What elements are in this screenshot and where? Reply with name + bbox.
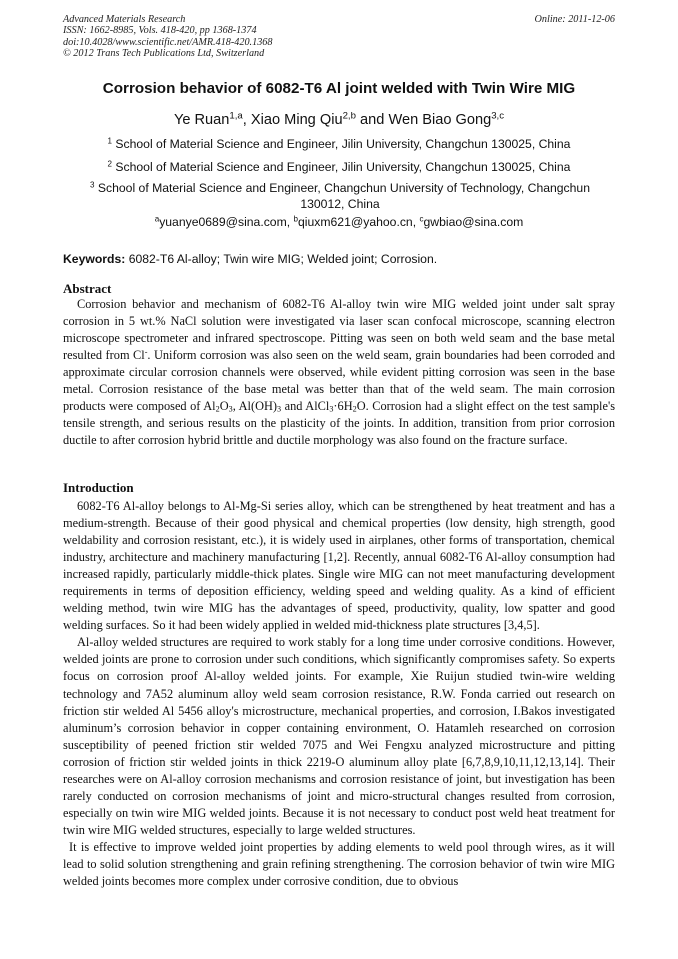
author-list <box>40 112 638 128</box>
affiliation-text: School of Material Science and Engineer, Jilin University, Changchun 130025, China <box>115 160 571 174</box>
abstract-text: O. Corrosion had a slight effect on the test sample's tensile strength, and serious results on the plasticity of the joints. In addition, transition from prior corrosion ductile to after corrosion hybrid brittle and ductile morphology was also found on the fracture surface. <box>63 399 615 448</box>
email-mark: a <box>154 214 160 224</box>
introduction-paragraph: Al-alloy welded structures are required to work stably for a long time under corrosive conditions. However, welded joints are prone to corrosion under such conditions, which significantly compromises safety. So experts focus on corrosion proof Al-alloy welded joints. For example, Xie Ruijun studied twin-wire welding technology and 7A52 aluminum alloy weld seam corrosion resistance, R.W. Fonda carried out research on friction stir welded Al 5456 alloy's microstructure, mechanical properties, and corrosion, I.Bakos investigated aluminum’s corrosion behavior in copper containing environment, O. Hatamleh researched on corrosion susceptibility of peened friction stir welded 7075 and Wei Fengxu analyzed microstructure and pitting corrosion of friction stir welded joints in thick 2219-O aluminum alloy plate [6,7,8,9,10,11,12,13,14]. Their researches were on Al-alloy corrosion mechanisms and corrosion resistance of joint, but investigation has been rarely conducted on corrosion mechanisms of joint and micro-structural changes resulted from corrosion, especially on twin wire MIG welded joints. Because it is not necessary to conduct post weld heat treatment for twin wire MIG welded structures, especially to large welded structures. <box>63 635 615 837</box>
author-name: Xiao Ming Qiu <box>250 112 343 128</box>
paper-title: Corrosion behavior of 6082-T6 Al joint welded with Twin Wire MIG <box>102 80 576 97</box>
author-separator: , <box>242 112 251 128</box>
author-affiliation-mark: 3,c <box>491 110 505 122</box>
keywords-line <box>63 252 623 266</box>
author-affiliation-mark: 1,a <box>229 110 243 122</box>
abstract-heading: Abstract <box>63 281 112 296</box>
author-name: Ye Ruan <box>173 112 230 128</box>
journal-name: Advanced Materials Research <box>63 14 186 25</box>
introduction-body <box>63 498 615 890</box>
affiliation-3 <box>80 180 600 212</box>
email-separator: , <box>412 215 420 229</box>
author-separator: and <box>355 112 389 128</box>
email-mark: c <box>419 214 424 224</box>
email-separator: , <box>286 215 294 229</box>
affiliation-1 <box>70 136 608 152</box>
copyright-line: © 2012 Trans Tech Publications Ltd, Switzerland <box>63 47 265 59</box>
author-affiliation-mark: 2,b <box>342 110 356 122</box>
subscript: 3 <box>329 404 334 414</box>
abstract-body <box>63 296 615 449</box>
abstract-text: Corrosion behavior and mechanism of 6082-T6 Al-alloy twin wire MIG welded joint under salt spray corrosion in 5 wt.% NaCl solution were investigated via laser scan confocal microscope, scanning electron microscope spectrometer and infrared spectroscope. Pitting was seen on both weld seam and the base metal resulted from Cl <box>63 297 615 363</box>
email-address[interactable]: gwbiao@sina.com <box>423 215 524 229</box>
affiliation-number: 2 <box>107 159 113 169</box>
issn-line: ISSN: 1662-8985, Vols. 418-420, pp 1368-1374 <box>63 25 257 37</box>
journal-header <box>63 14 615 59</box>
affiliation-number: 3 <box>90 180 95 190</box>
abstract-text: , Al(OH) <box>232 399 278 414</box>
affiliation-number: 1 <box>107 136 113 146</box>
introduction-heading: Introduction <box>63 480 134 495</box>
abstract-paragraph <box>63 296 615 449</box>
email-address[interactable]: yuanye0689@sina.com <box>159 215 287 229</box>
abstract-text: O <box>219 399 229 414</box>
affiliation-text: School of Material Science and Engineer, Changchun University of Technology, Changchun 130012, China <box>97 181 590 211</box>
keywords-text: 6082-T6 Al-alloy; Twin wire MIG; Welded joint; Corrosion. <box>125 252 438 266</box>
subscript: 3 <box>277 404 282 414</box>
affiliation-2 <box>70 159 608 175</box>
doi-line: doi:10.4028/www.scientific.net/AMR.418-420.1368 <box>63 36 273 48</box>
online-date: Online: 2011-12-06 <box>534 14 615 25</box>
superscript: - <box>144 347 148 357</box>
email-address[interactable]: qiuxm621@yahoo.cn <box>298 215 413 229</box>
introduction-paragraph: 6082-T6 Al-alloy belongs to Al-Mg-Si series alloy, which can be strengthened by heat treatment and has a medium-strength. Because of their good physical and chemical properties (low density, high strength, good weldability and corrosion resistant, etc.), it is widely used in airplanes, other forms of transportation, chemical industry, architecture and machinery manufacturing [1,2]. Recently, annual 6082-T6 Al-alloy consumption had increased rapidly, particularly middle-thick plates. Single wire MIG can not meet manufacturing development requirements in terms of deposition efficiency, welding speed and welding quality. As a kind of efficient welding method, twin wire MIG has the advantages of speed, productivity, quality, low spatter and good welding surfaces. So it had been widely applied in welded mid-thickness plate structures [3,4,5]. <box>63 499 615 633</box>
email-mark: b <box>293 214 299 224</box>
abstract-text: and AlCl <box>281 399 330 414</box>
author-emails <box>40 215 638 229</box>
affiliation-text: School of Material Science and Engineer, Jilin University, Changchun 130025, China <box>115 137 571 151</box>
abstract-text: . Uniform corrosion was also seen on the weld seam, grain boundaries had been corroded and approximate circular corrosion channels were observed, while evident pitting corrosion was seen in the base metal. Corrosion resistance of the base metal was better than that of the weld seam. The main corrosion products were composed of Al <box>63 348 615 414</box>
subscript: 2 <box>352 404 357 414</box>
author-name: Wen Biao Gong <box>388 112 492 128</box>
introduction-paragraph: It is effective to improve welded joint properties by adding elements to weld pool through wires, as it will lead to solid solution strengthening and grain refining strengthening. The corrosion behavior of twin wire MIG welded joints becomes more complex under corrosive condition, due to obvious <box>63 839 615 889</box>
subscript: 3 <box>228 404 233 414</box>
subscript: 2 <box>215 404 220 414</box>
abstract-text: ·6H <box>333 399 353 414</box>
keywords-label: Keywords: <box>63 252 126 266</box>
